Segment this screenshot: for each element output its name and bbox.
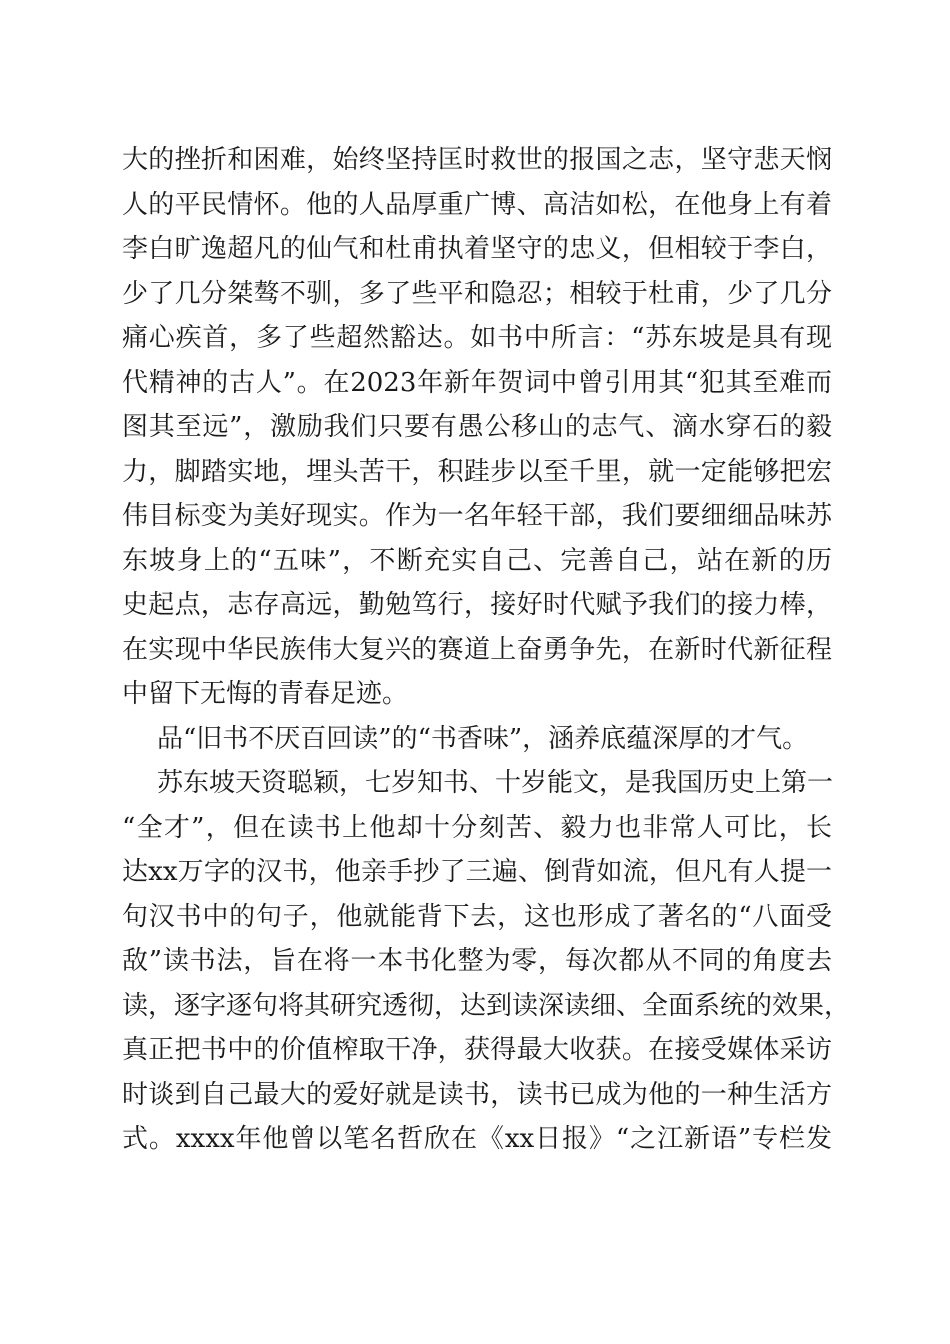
text-line: 代精神的古人”。在2023年新年贺词中曾引用其“犯其至难而 [122,367,832,398]
text-line: 东坡身上的“五味”，不断充实自己、完善自己，站在新的历 [122,545,832,576]
body-text [122,138,851,1162]
text-line: 真正把书中的价值榨取干净，获得最大收获。在接受媒体采访 [122,1035,832,1065]
text-line: 中留下无悔的青春足迹。 [122,679,409,709]
text-line: 力，脚踏实地，埋头苦干，积跬步以至千里，就一定能够把宏 [122,456,832,487]
text-line: 句汉书中的句子，他就能背下去，这也形成了著名的“八面受 [122,901,832,932]
text-line: 达xx万字的汉书，他亲手抄了三遍、倒背如流，但凡有人提一 [122,857,832,887]
text-line: 敌”读书法，旨在将一本书化整为零，每次都从不同的角度去 [122,946,832,976]
text-line: 少了几分桀骜不驯，多了些平和隐忍；相较于杜甫，少了几分 [122,278,832,309]
text-line: 时谈到自己最大的爱好就是读书，读书已成为他的一种生活方 [122,1079,832,1110]
text-line: 大的挫折和困难，始终坚持匡时救世的报国之志，坚守悲天悯 [122,145,832,175]
text-line: “全才”，但在读书上他却十分刻苦、毅力也非常人可比，长 [122,812,832,843]
text-line: 痛心疾首，多了些超然豁达。如书中所言：“苏东坡是具有现 [122,323,832,353]
text-line: 图其至远”，激励我们只要有愚公移山的志气、滴水穿石的毅 [122,412,832,442]
text-line: 人的平民情怀。他的人品厚重广博、高洁如松，在他身上有着 [122,189,832,220]
text-line: 李白旷逸超凡的仙气和杜甫执着坚守的忠义，但相较于李白， [122,234,832,264]
text-line: 式。xxxx年他曾以笔名哲欣在《xx日报》“之江新语”专栏发 [122,1124,832,1154]
text-line: 史起点，志存高远，勤勉笃行，接好时代赋予我们的接力棒， [122,590,832,620]
text-line: 在实现中华民族伟大复兴的赛道上奋勇争先，在新时代新征程 [122,634,832,665]
text-line: 伟目标变为美好现实。作为一名年轻干部，我们要细细品味苏 [122,501,832,531]
text-line: 读，逐字逐句将其研究透彻，达到读深读细、全面系统的效果， [122,990,851,1021]
section-heading: 品“旧书不厌百回读”的“书香味”，涵养底蕴深厚的才气。 [157,723,809,754]
text-line: 苏东坡天资聪颖，七岁知书、十岁能文，是我国历史上第一 [157,768,834,798]
